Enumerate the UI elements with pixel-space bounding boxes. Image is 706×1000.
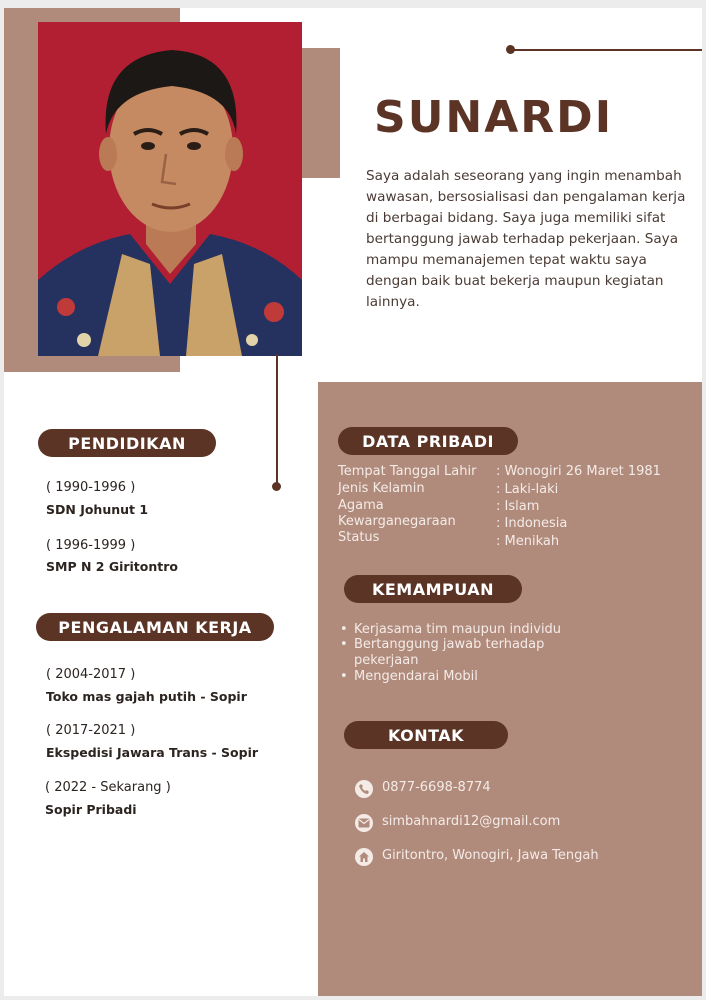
connector-line-horizontal: [510, 49, 702, 51]
data-label: Agama: [338, 498, 384, 513]
bullet: •: [340, 637, 348, 652]
data-label: Jenis Kelamin: [338, 481, 425, 496]
section-heading-pendidikan: PENDIDIKAN: [38, 429, 216, 457]
section-heading-kemampuan: KEMAMPUAN: [344, 575, 522, 603]
home-icon: [355, 848, 373, 866]
skill-item: [340, 622, 561, 637]
data-value: : Menikah: [496, 534, 560, 549]
skill-text: Kerjasama tim maupun individu: [354, 622, 562, 637]
contact-email: simbahnardi12@gmail.com: [382, 814, 561, 829]
contact-phone: 0877-6698-8774: [382, 780, 491, 795]
data-value: : Indonesia: [496, 516, 568, 531]
experience-years: ( 2004-2017 ): [46, 667, 136, 682]
bullet: •: [340, 622, 348, 637]
skill-text-continued: pekerjaan: [354, 653, 419, 668]
data-label: Status: [338, 530, 380, 545]
education-school: SMP N 2 Giritontro: [46, 559, 179, 574]
decorative-strip: [300, 48, 340, 178]
data-value: : Laki-laki: [496, 482, 559, 497]
portrait-photo: [38, 22, 302, 356]
experience-years: ( 2022 - Sekarang ): [45, 780, 171, 795]
connector-line-vertical: [276, 354, 278, 486]
data-value: : Islam: [496, 499, 540, 514]
resume-page: [4, 8, 702, 996]
phone-icon: [355, 780, 373, 798]
experience-years: ( 2017-2021 ): [46, 723, 136, 738]
data-label: Kewarganegaraan: [338, 514, 456, 529]
candidate-name: SUNARDI: [374, 92, 614, 143]
connector-dot: [272, 482, 281, 491]
education-years: ( 1990-1996 ): [46, 480, 136, 495]
experience-job: Ekspedisi Jawara Trans - Sopir: [46, 745, 259, 760]
skill-text: Mengendarai Mobil: [354, 669, 478, 684]
education-school: SDN Johunut 1: [46, 502, 149, 517]
section-heading-kontak: KONTAK: [344, 721, 508, 749]
skill-text: Bertanggung jawab terhadap: [354, 637, 545, 652]
about-text: Saya adalah seseorang yang ingin menambah wawasan, bersosialisasi dan pengalaman kerja di berbagai bidang. Saya juga memiliki sifat bertanggung jawab terhadap pekerjaan. Saya mampu memanajemen tepat waktu saya dengan baik buat bekerja maupun kegiatan lainnya.: [366, 168, 686, 310]
data-value: : Wonogiri 26 Maret 1981: [496, 464, 661, 479]
experience-job: Toko mas gajah putih - Sopir: [46, 689, 247, 704]
education-years: ( 1996-1999 ): [46, 538, 136, 553]
data-label: Tempat Tanggal Lahir: [338, 464, 477, 479]
section-heading-data-pribadi: DATA PRIBADI: [338, 427, 518, 455]
skill-item: [340, 669, 478, 684]
bullet: •: [340, 669, 348, 684]
connector-dot-top: [506, 45, 515, 54]
experience-job: Sopir Pribadi: [45, 802, 137, 817]
email-icon: [355, 814, 373, 832]
contact-address: Giritontro, Wonogiri, Jawa Tengah: [382, 848, 599, 863]
section-heading-pengalaman: PENGALAMAN KERJA: [36, 613, 274, 641]
skill-item: [340, 637, 544, 652]
